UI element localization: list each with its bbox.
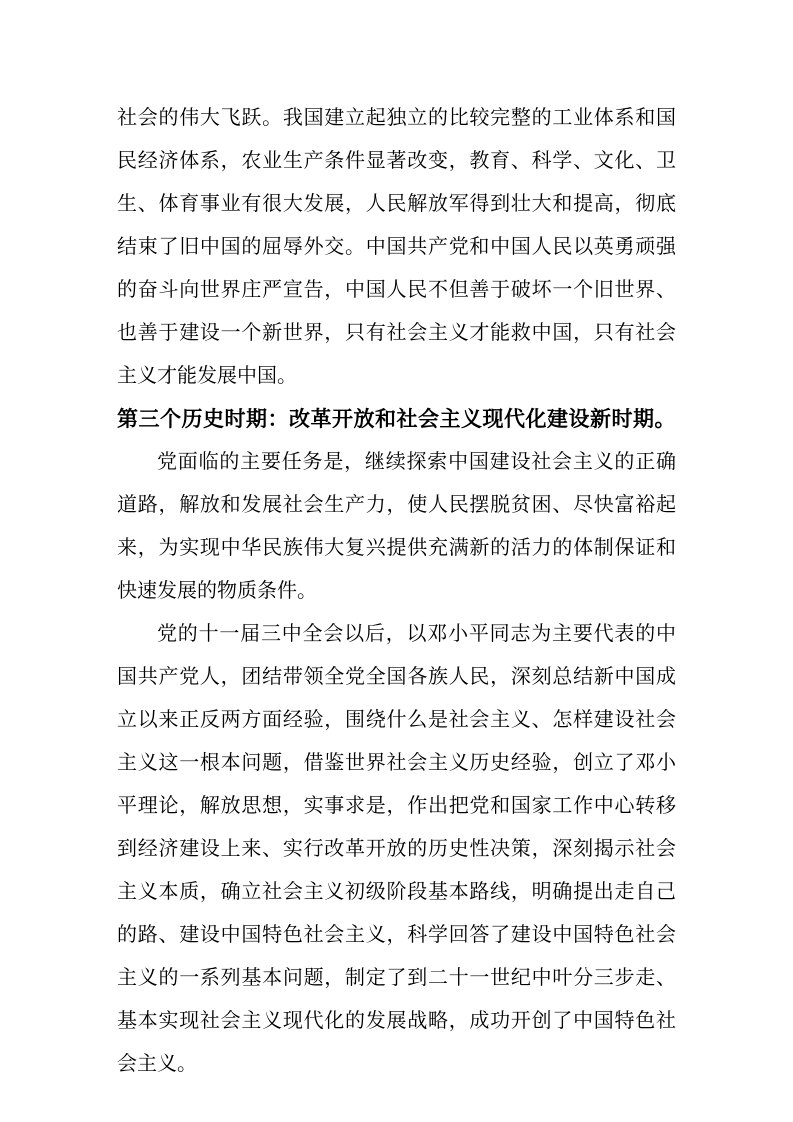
paragraph-third-plenary-session: 党的十一届三中全会以后，以邓小平同志为主要代表的中国共产党人，团结带领全党全国各族人民，深刻总结新中国成立以来正反两方面经验，围绕什么是社会主义、怎样建设社会主义这一根本问题，借鉴世界社会主义历史经验，创立了邓小平理论，解放思想，实事求是，作出把党和国家工作中心转移到经济建设上来、实行改革开放的历史性决策，深刻揭示社会主义本质，确立社会主义初级阶段基本路线，明确提出走自己的路、建设中国特色社会主义，科学回答了建设中国特色社会主义的一系列基本问题，制定了到二十一世纪中叶分三步走、基本实现社会主义现代化的发展战略，成功开创了中国特色社会主义。 (117, 621, 676, 1075)
section-heading-third-historical-period: 第三个历史时期：改革开放和社会主义现代化建设新时期。 (117, 406, 676, 431)
paragraph-main-tasks: 党面临的主要任务是，继续探索中国建设社会主义的正确道路，解放和发展社会生产力，使人民摆脱贫困、尽快富裕起来，为实现中华民族伟大复兴提供充满新的活力的体制保证和快速发展的物质条件。 (117, 449, 676, 602)
paragraph-continuation: 社会的伟大飞跃。我国建立起独立的比较完整的工业体系和国民经济体系，农业生产条件显著改变，教育、科学、文化、卫生、体育事业有很大发展，人民解放军得到壮大和提高，彻底结束了旧中国的屈辱外交。中国共产党和中国人民以英勇顽强的奋斗向世界庄严宣告，中国人民不但善于破坏一个旧世界、也善于建设一个新世界，只有社会主义才能救中国，只有社会主义才能发展中国。 (117, 105, 676, 387)
